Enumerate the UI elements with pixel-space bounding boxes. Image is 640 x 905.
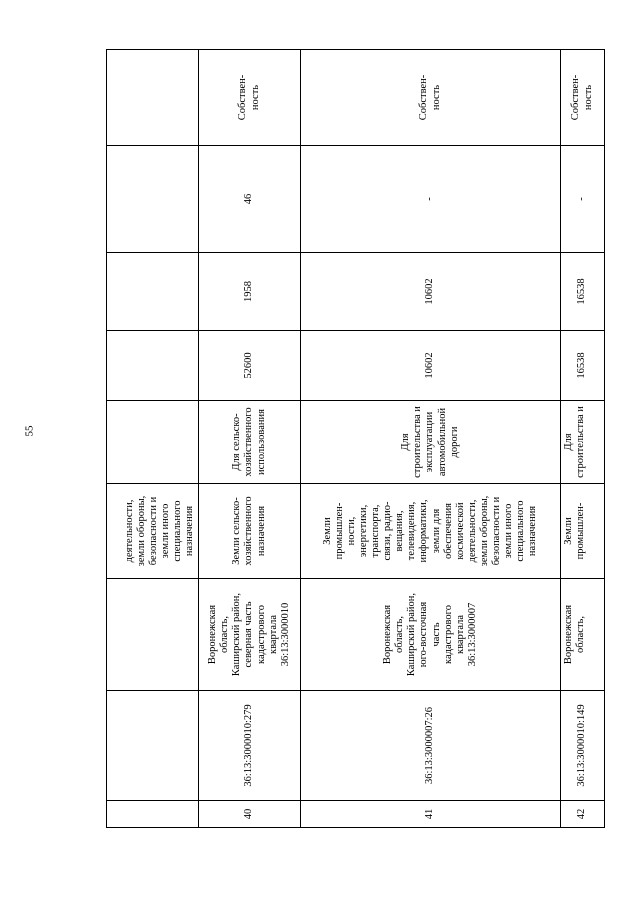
- right-type-cell: [107, 50, 199, 146]
- location-cell: [107, 579, 199, 691]
- area2-cell: 10602: [301, 253, 561, 331]
- area-cell: [107, 331, 199, 401]
- right-type-cell: Собствен- ность: [301, 50, 561, 146]
- land-category-cell: Земли промышлен- ности, энергетики, транспорта, связи, радио- вещания, телевидения, информатики, земли для обеспечения космической деятельности, земли обороны, безопасности и земли иного специального назначения: [301, 484, 561, 579]
- cadastral-number: 36:13:3000010:279: [199, 691, 301, 801]
- cadastral-number: 36:13:3000007:26: [301, 691, 561, 801]
- extra-cell: 46: [199, 146, 301, 253]
- table-row: [199, 50, 301, 828]
- table-row: [561, 50, 605, 828]
- area-cell: 52600: [199, 331, 301, 401]
- row-number: 41: [301, 801, 561, 828]
- extra-cell: -: [301, 146, 561, 253]
- land-category-cell: Земли промышлен-: [561, 484, 605, 579]
- location-cell: Воронежская область, Каширский район, северная часть кадастрового квартала 36:13:3000010: [199, 579, 301, 691]
- right-type-cell: Собствен- ность: [561, 50, 605, 146]
- land-category-cell: деятельности, земли обороны, безопасности и земли иного специального назначения: [107, 484, 199, 579]
- right-type-cell: Собствен- ность: [199, 50, 301, 146]
- land-category-cell: Земли сельско- хозяйственного назначения: [199, 484, 301, 579]
- table-row: [107, 50, 199, 828]
- row-number: 42: [561, 801, 605, 828]
- area2-cell: 1958: [199, 253, 301, 331]
- cadastral-number: [107, 691, 199, 801]
- location-cell: Воронежская область,: [561, 579, 605, 691]
- location-cell: Воронежская область, Каширский район, юго-восточная часть кадастрового квартала 36:13:3000007: [301, 579, 561, 691]
- row-number: 40: [199, 801, 301, 828]
- area2-cell: 16538: [561, 253, 605, 331]
- permitted-use-cell: Для сельско- хозяйственного использования: [199, 401, 301, 484]
- row-number: [107, 801, 199, 828]
- area-cell: 16538: [561, 331, 605, 401]
- area-cell: 10602: [301, 331, 561, 401]
- land-plots-table: [106, 50, 604, 828]
- permitted-use-cell: Для строительства и эксплуатации автомобильной дороги: [301, 401, 561, 484]
- table-row: [301, 50, 561, 828]
- area2-cell: [107, 253, 199, 331]
- extra-cell: [107, 146, 199, 253]
- extra-cell: -: [561, 146, 605, 253]
- permitted-use-cell: Для строительства и: [561, 401, 605, 484]
- page-number: 55: [23, 425, 36, 437]
- permitted-use-cell: [107, 401, 199, 484]
- cadastral-number: 36:13:3000010:149: [561, 691, 605, 801]
